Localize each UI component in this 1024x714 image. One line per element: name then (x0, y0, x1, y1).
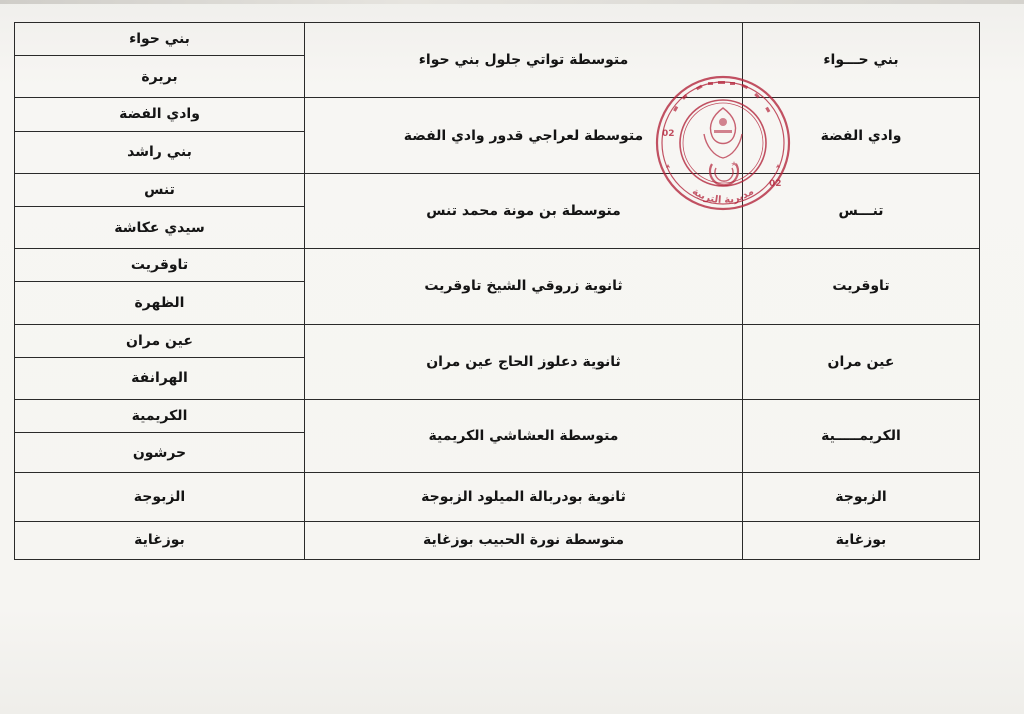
center-cell: متوسطة تواتي جلول بني حواء (305, 23, 743, 98)
daira-cell: بني حـــواء (743, 23, 980, 98)
center-cell: متوسطة نورة الحبيب بوزغاية (305, 521, 743, 559)
commune-cell: الزبوجة (15, 473, 305, 521)
commune-cell: بني راشد (15, 131, 305, 173)
center-cell: ثانوية زروقي الشيخ تاوقريت (305, 249, 743, 324)
daira-cell: تنـــس (743, 173, 980, 248)
commune-cell: الظهرة (15, 282, 305, 324)
daira-cell: الكريمـــــية (743, 400, 980, 473)
commune-cell: الهرانفة (15, 357, 305, 399)
commune-cell: بريرة (15, 56, 305, 98)
commune-cell: بني حواء (15, 23, 305, 56)
daira-cell: بوزغاية (743, 521, 980, 559)
commune-cell: بوزغاية (15, 521, 305, 559)
center-cell: ثانوية بودربالة الميلود الزبوجة (305, 473, 743, 521)
daira-cell: تاوقريت (743, 249, 980, 324)
commune-cell: الكريمية (15, 400, 305, 433)
scan-edge (0, 0, 1024, 4)
center-cell: ثانوية دعلوز الحاج عين مران (305, 324, 743, 399)
stamp-number-left: 02 (662, 129, 675, 139)
commune-cell: حرشون (15, 433, 305, 473)
schools-table (14, 22, 980, 560)
stamp-number-right: 02 (769, 179, 782, 189)
commune-cell: تنس (15, 173, 305, 206)
daira-cell: الزبوجة (743, 473, 980, 521)
center-cell: متوسطة بن مونة محمد تنس (305, 173, 743, 248)
commune-cell: تاوقريت (15, 249, 305, 282)
commune-cell: وادي الفضة (15, 98, 305, 131)
commune-cell: عين مران (15, 324, 305, 357)
commune-cell: سيدي عكاشة (15, 206, 305, 248)
daira-cell: عين مران (743, 324, 980, 399)
center-cell: متوسطة لعراجي قدور وادي الفضة (305, 98, 743, 173)
center-cell: متوسطة العشاشي الكريمية (305, 400, 743, 473)
stamp-lettering: مديرية التربية (690, 186, 756, 207)
daira-cell: وادي الفضة (743, 98, 980, 173)
